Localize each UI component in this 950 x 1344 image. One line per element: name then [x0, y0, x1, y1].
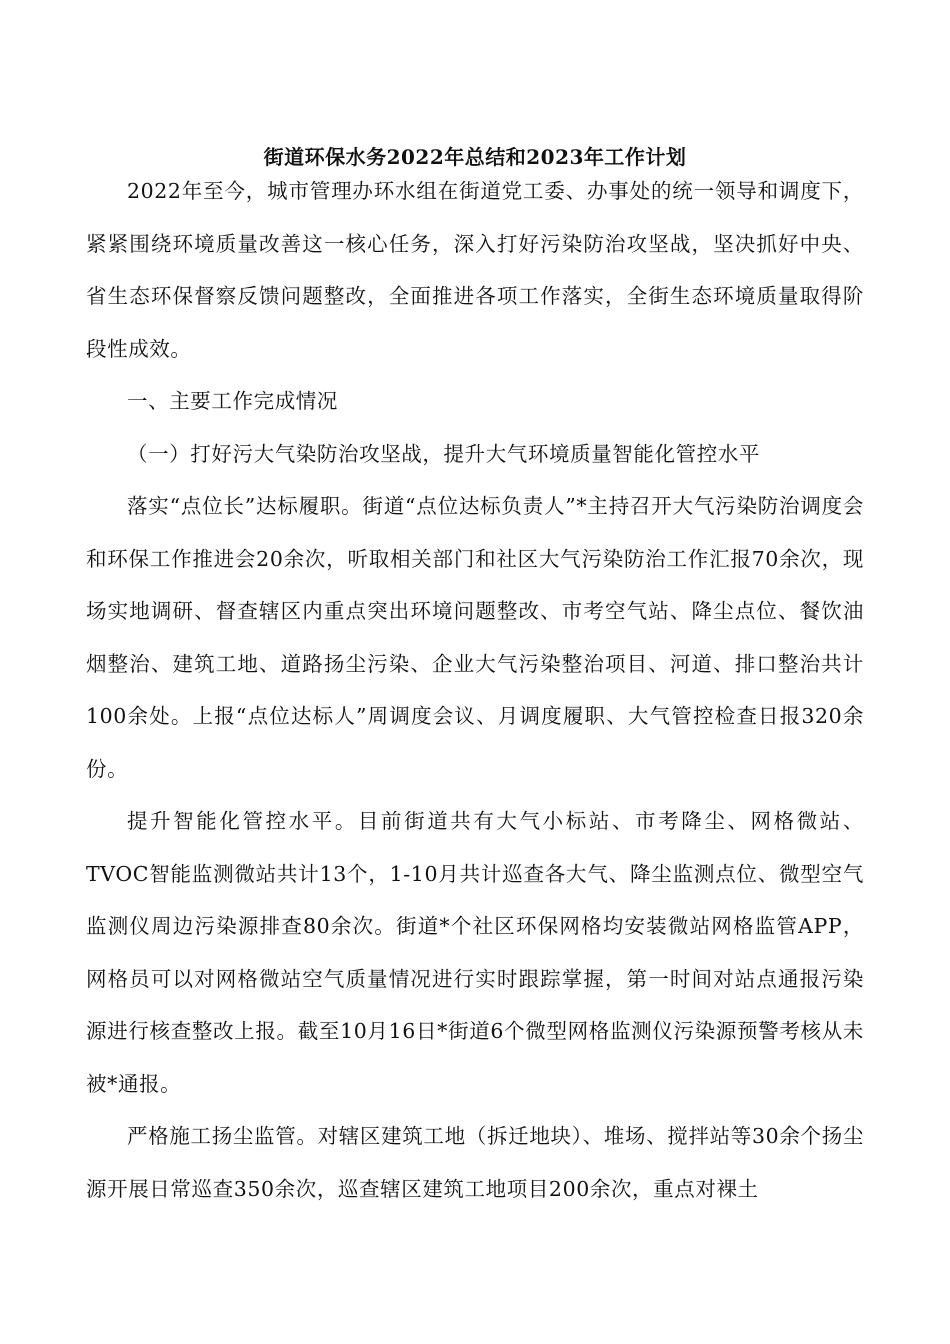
intro-paragraph: 2022年至今，城市管理办环水组在街道党工委、办事处的统一领导和调度下，紧紧围绕环境质量改善这一核心任务，深入打好污染防治攻坚战，坚决抓好中央、省生态环保督察反馈问题整改，全面推进各项工作落实，全街生态环境质量取得阶段性成效。: [86, 179, 864, 361]
paragraph-point-leader: 落实“点位长”达标履职。街道“点位达标负责人”*主持召开大气污染防治调度会和环保工作推进会20余次，听取相关部门和社区大气污染防治工作汇报70余次，现场实地调研、督查辖区内重点突出环境问题整改、市考空气站、降尘点位、餐饮油烟整治、建筑工地、道路扬尘污染、企业大气污染整治项目、河道、排口整治共计100余处。上报“点位达标人”周调度会议、月调度履职、大气管控检查日报320余份。: [86, 494, 864, 781]
paragraph-construction-dust: 严格施工扬尘监管。对辖区建筑工地（拆迁地块）、堆场、搅拌站等30余个扬尘源开展日常巡查350余次，巡查辖区建筑工地项目200余次，重点对裸土: [86, 1124, 864, 1201]
document-body: [86, 165, 864, 1215]
section-heading-main-work: 一、主要工作完成情况: [127, 389, 338, 413]
subsection-heading-air-pollution: （一）打好污大气染防治攻坚战，提升大气环境质量智能化管控水平: [127, 441, 760, 466]
document-title: 街道环保水务2022年总结和2023年工作计划: [263, 145, 687, 169]
paragraph-smart-control: 提升智能化管控水平。目前街道共有大气小标站、市考降尘、网格微站、TVOC智能监测微站共计13个，1-10月共计巡查各大气、降尘监测点位、微型空气监测仪周边污染源排查80余次。街道*个社区环保网格均安装微站网格监管APP，网格员可以对网格微站空气质量情况进行实时跟踪掌握，第一时间对站点通报污染源进行核查整改上报。截至10月16日*街道6个微型网格监测仪污染源预警考核从未被*通报。: [86, 809, 864, 1096]
